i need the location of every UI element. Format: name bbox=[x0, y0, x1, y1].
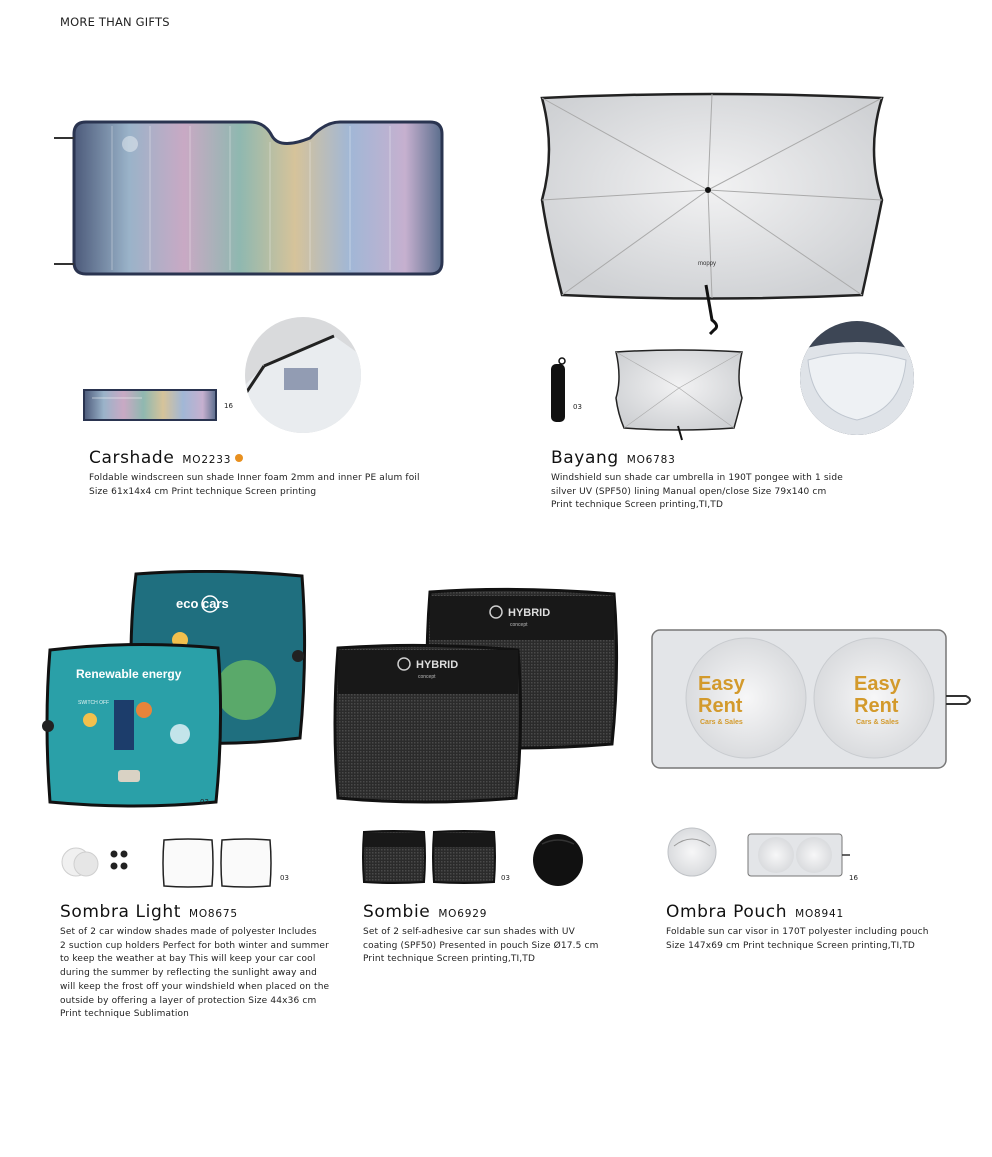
product-name: Bayang bbox=[551, 448, 619, 468]
ombra-pouch-shade-thumb bbox=[746, 832, 852, 880]
carshade-title bbox=[89, 448, 243, 468]
sombie-back-logo: HYBRID bbox=[508, 607, 551, 619]
carshade-main-image bbox=[50, 114, 460, 284]
sombra-front-graphic-text: Renewable energy bbox=[76, 667, 182, 681]
description-line: outside by offering a layer of protection Size 44x36 cm bbox=[60, 995, 317, 1006]
sombra-light-main-image bbox=[40, 570, 312, 810]
description-line: Foldable sun car visor in 170T polyester including pouch bbox=[666, 927, 929, 937]
ombra-thumb-label: 16 bbox=[849, 874, 858, 882]
sombra-light-title bbox=[60, 902, 238, 922]
ombra-pouch-round-thumb bbox=[666, 826, 718, 878]
sombie-pouch-thumb bbox=[530, 830, 586, 888]
sombie-front-logo: HYBRID bbox=[416, 659, 459, 671]
bayang-thumb-label: 03 bbox=[573, 403, 582, 411]
product-code: MO6783 bbox=[626, 454, 676, 466]
bayang-title bbox=[551, 448, 676, 468]
carshade-detail-circle bbox=[244, 316, 362, 434]
description-line: Print technique Sublimation bbox=[60, 1009, 190, 1020]
ombra-right-logo-line1: Easy bbox=[854, 673, 901, 695]
description-line: coating (SPF50) Presented in pouch Size Ø17.5 cm bbox=[363, 940, 599, 951]
sombie-shades-thumb bbox=[360, 828, 500, 886]
ombra-pouch-title bbox=[666, 902, 844, 922]
sombie-main-image bbox=[330, 586, 622, 806]
new-product-dot bbox=[235, 454, 243, 462]
sombie-description bbox=[363, 926, 599, 967]
bayang-open-thumb bbox=[612, 348, 746, 444]
sombra-suction-cups-thumb bbox=[60, 842, 138, 882]
description-line: Print technique Screen printing,TI,TD bbox=[551, 500, 724, 511]
bayang-main-image bbox=[526, 90, 898, 335]
ombra-pouch-description bbox=[666, 926, 929, 953]
ombra-pouch-main-image bbox=[648, 624, 978, 774]
description-line: silver UV (SPF50) lining Manual open/close Size 79x140 cm bbox=[551, 486, 827, 497]
description-line: Size 147x69 cm Print technique Screen printing,TI,TD bbox=[666, 940, 915, 951]
product-code: MO8675 bbox=[188, 908, 238, 920]
ombra-left-logo-line1: Easy bbox=[698, 673, 745, 695]
product-name: Sombie bbox=[363, 902, 431, 922]
product-name: Sombra Light bbox=[60, 902, 181, 922]
sombra-light-description bbox=[60, 926, 329, 1022]
description-line: Set of 2 car window shades made of polyester Includes bbox=[60, 927, 317, 937]
page-header: MORE THAN GIFTS bbox=[60, 15, 170, 29]
ombra-left-logo-line2: Rent bbox=[698, 695, 743, 717]
product-name: Ombra Pouch bbox=[666, 902, 788, 922]
description-line: Size 61x14x4 cm Print technique Screen printing bbox=[89, 486, 317, 497]
description-line: Windshield sun shade car umbrella in 190T pongee with 1 side bbox=[551, 473, 843, 483]
sombra-switch-graphic-text: SWITCH OFF bbox=[78, 700, 110, 706]
description-line: 2 suction cup holders Perfect for both winter and summer bbox=[60, 940, 329, 951]
product-code: MO6929 bbox=[438, 908, 488, 920]
product-code: MO2233 bbox=[182, 454, 232, 466]
ombra-left-logo-sub: Cars & Sales bbox=[700, 719, 743, 726]
bayang-description bbox=[551, 472, 843, 513]
description-line: Foldable windscreen sun shade Inner foam 2mm and inner PE alum foil bbox=[89, 473, 420, 483]
sombie-front-logo-sub: concept bbox=[418, 674, 436, 680]
carshade-thumb-label: 16 bbox=[224, 402, 233, 410]
product-code: MO8941 bbox=[795, 908, 844, 920]
ombra-right-logo-sub: Cars & Sales bbox=[856, 719, 899, 726]
description-line: to keep the weather at bay This will keep your car cool bbox=[60, 954, 316, 965]
description-line: during the summer by reflecting the sunlight away and bbox=[60, 968, 317, 979]
sombie-thumb-label: 03 bbox=[501, 874, 510, 882]
sombie-back-logo-sub: concept bbox=[510, 622, 528, 628]
sombra-back-graphic-text: eco cars bbox=[176, 596, 229, 611]
description-line: will keep the frost off your windshield when placed on the bbox=[60, 981, 330, 992]
bayang-closed-umbrella-thumb bbox=[545, 356, 571, 426]
sombra-blank-shades-thumb bbox=[160, 836, 276, 890]
ombra-right-logo-line2: Rent bbox=[854, 695, 899, 717]
description-line: Set of 2 self-adhesive car sun shades with UV bbox=[363, 927, 575, 937]
sombie-title bbox=[363, 902, 487, 922]
carshade-description bbox=[89, 472, 420, 499]
sombra-thumb-label: 03 bbox=[280, 874, 289, 882]
carshade-folded-thumb bbox=[82, 388, 218, 422]
sombra-image-label: 03 bbox=[200, 798, 209, 806]
bayang-detail-circle bbox=[798, 320, 916, 436]
bayang-brand-text: moppy bbox=[698, 261, 717, 267]
description-line: Print technique Screen printing,TI,TD bbox=[363, 954, 536, 965]
product-name: Carshade bbox=[89, 448, 175, 468]
